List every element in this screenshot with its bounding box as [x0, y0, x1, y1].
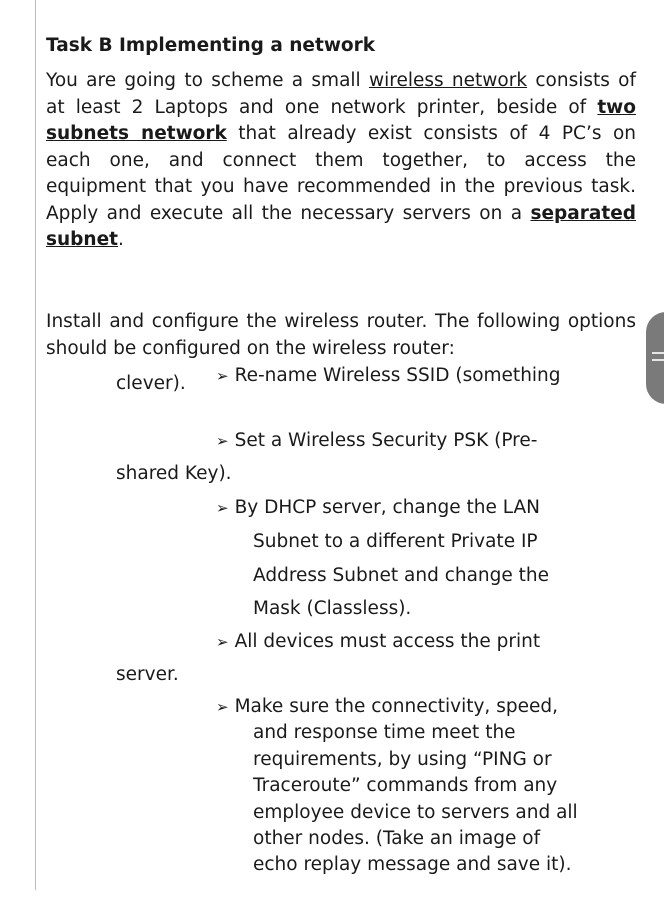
page-left-border: [35, 0, 36, 890]
wireless-network-link: wireless network: [368, 70, 528, 91]
bullet-continuation: employee device to servers and all: [253, 802, 578, 823]
bullet-continuation: requirements, by using “PING or: [253, 749, 552, 770]
bullet-item: ➢ By DHCP server, change the LAN: [216, 497, 540, 518]
bullet-continuation: Traceroute” commands from any: [253, 775, 558, 796]
arrow-bullet-icon: ➢: [216, 432, 229, 450]
bullet-continuation: echo replay message and save it).: [253, 854, 572, 875]
two-subnets-emphasis: two subnets network: [46, 96, 636, 144]
handle-grip-icon: [652, 359, 664, 361]
bullet-continuation: other nodes. (Take an image of: [253, 828, 541, 849]
bullet-continuation: shared Key).: [116, 463, 232, 484]
bullet-continuation: Subnet to a different Private IP: [253, 531, 538, 552]
handle-grip-icon: [652, 352, 664, 354]
bullet-continuation: Mask (Classless).: [253, 598, 412, 619]
bullet-item: ➢ Re-name Wireless SSID (something: [216, 365, 561, 386]
bullet-continuation: server.: [116, 664, 179, 685]
bullet-continuation: Address Subnet and change the: [253, 565, 550, 586]
arrow-bullet-icon: ➢: [216, 367, 229, 385]
page-bottom-gap: [35, 890, 664, 917]
bullet-continuation: clever).: [116, 373, 186, 394]
task-heading: Task B Implementing a network: [46, 35, 376, 56]
arrow-bullet-icon: ➢: [216, 633, 229, 651]
bullet-item: ➢ Make sure the connectivity, speed,: [216, 696, 558, 717]
side-drawer-handle[interactable]: [646, 312, 664, 404]
bullet-item: ➢ All devices must access the print: [216, 631, 541, 652]
separated-subnet-emphasis: separated subnet: [46, 202, 636, 250]
arrow-bullet-icon: ➢: [216, 698, 229, 716]
bullet-continuation: and response time meet the: [253, 722, 516, 743]
install-paragraph: Install and configure the wireless router. The following options should be configured on the wireless router:: [46, 311, 636, 359]
arrow-bullet-icon: ➢: [216, 499, 229, 517]
bullet-item: ➢ Set a Wireless Security PSK (Pre-: [216, 430, 538, 451]
task-intro-paragraph: You are going to scheme a small wireless network consists of at least 2 Laptops and one network printer, beside of two subnets network that already exist consists of 4 PC’s on each one, and connect them together, to access the equipment that you have recommended in the previous task. Apply and execute all the necessary servers on a separated subnet.: [46, 70, 636, 250]
